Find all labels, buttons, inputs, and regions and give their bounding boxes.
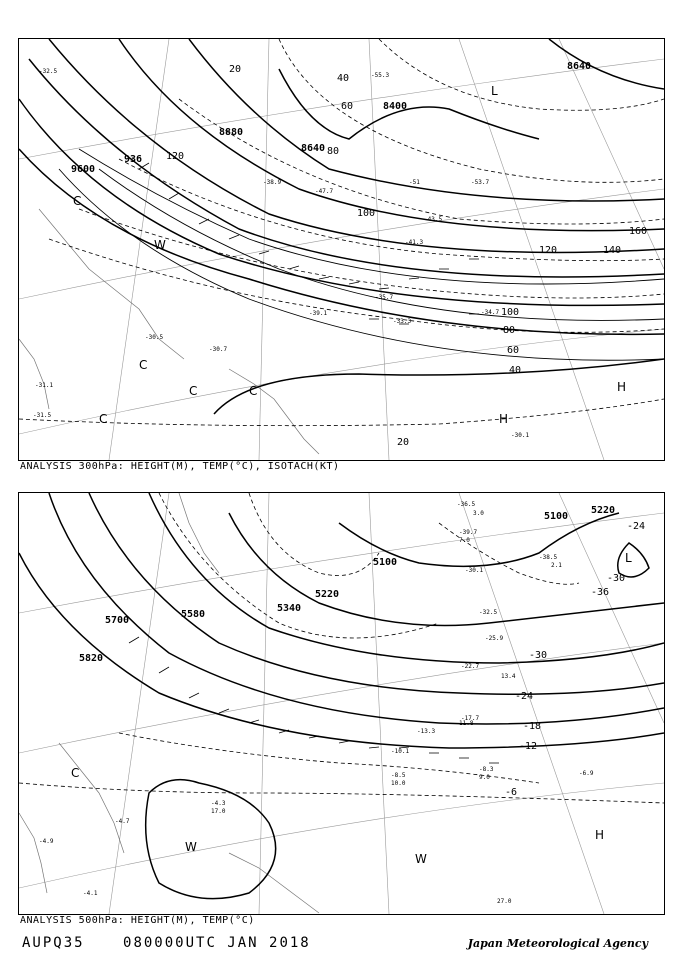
isotherm-label: -36 xyxy=(591,587,610,598)
temperature-labels-500 xyxy=(39,501,594,897)
high-marker: H xyxy=(499,412,509,426)
temp-label: -39.1 xyxy=(309,310,328,317)
isotherm-label: -24 xyxy=(627,521,646,532)
temp-label: -55.3 xyxy=(371,72,390,79)
temp-label: -31.1 xyxy=(35,382,54,389)
temp-label: -32.5 xyxy=(39,68,58,75)
bulletin-header xyxy=(22,935,339,951)
temp-label: -53.7 xyxy=(471,179,490,186)
temp-label: -4.9 xyxy=(39,838,54,845)
temp-label: -13.3 xyxy=(417,728,436,735)
warm-marker: W xyxy=(154,238,166,252)
height-label: 8880 xyxy=(219,127,244,138)
height-label: 936 xyxy=(124,154,143,165)
dewpoint-label: 3.0 xyxy=(473,510,484,517)
dewpoint-label: 27.0 xyxy=(497,898,512,905)
temp-label: -36.5 xyxy=(457,501,476,508)
temp-label: -39.7 xyxy=(459,529,478,536)
isotach-label: 160 xyxy=(629,226,648,237)
height-label: 5100 xyxy=(544,511,569,522)
height-label: 5820 xyxy=(79,653,104,664)
height-label: 8640 xyxy=(301,143,326,154)
isotach-label: 140 xyxy=(603,245,622,256)
temp-label: -22.7 xyxy=(461,663,480,670)
low-marker: L xyxy=(491,84,498,98)
temp-label: -25.9 xyxy=(485,635,504,642)
dewpoint-label: 7.0 xyxy=(459,537,470,544)
high-marker: H xyxy=(617,380,627,394)
height-label: 5220 xyxy=(591,505,616,516)
isotach-label: 40 xyxy=(337,73,350,84)
temp-label: -8.5 xyxy=(391,772,406,779)
wind-barbs-300 xyxy=(139,163,479,324)
isotherm-label: -30 xyxy=(529,650,548,661)
temp-label: -43.5 xyxy=(424,216,443,223)
cold-marker: C xyxy=(71,766,80,780)
temp-label: -30.1 xyxy=(465,567,484,574)
height-label: 8640 xyxy=(567,61,592,72)
product-code: AUPQ35 xyxy=(22,935,85,951)
temp-label: -51 xyxy=(409,179,420,186)
height-label: 5580 xyxy=(181,609,206,620)
map-300hpa-canvas xyxy=(19,39,664,460)
height-contours-500 xyxy=(19,493,664,899)
height-contours-300 xyxy=(19,39,664,414)
isotherm-label: -6 xyxy=(505,787,518,798)
coastline-300 xyxy=(19,209,319,454)
temp-label: -34.7 xyxy=(481,309,500,316)
temp-label: -4.1 xyxy=(83,890,98,897)
temp-label: -32.5 xyxy=(479,609,498,616)
temp-label: -38.5 xyxy=(539,554,558,561)
map-500hpa-canvas xyxy=(19,493,664,914)
temp-label: -30.5 xyxy=(145,334,164,341)
isotach-label: 120 xyxy=(539,245,558,256)
valid-time: 080000UTC JAN 2018 xyxy=(123,935,311,951)
height-label: 5100 xyxy=(373,557,398,568)
height-label: 5700 xyxy=(105,615,130,626)
analysis-500hpa-map xyxy=(18,492,665,915)
temp-label: -30.1 xyxy=(511,432,530,439)
dewpoint-label: 2.1 xyxy=(551,562,562,569)
cold-marker: C xyxy=(99,412,108,426)
pressure-systems-500 xyxy=(71,551,632,866)
dewpoint-label: 10.0 xyxy=(391,780,406,787)
isotherm-label: -30 xyxy=(607,573,626,584)
temp-label: -41.3 xyxy=(405,239,424,246)
caption-500hpa: ANALYSIS 500hPa: HEIGHT(M), TEMP(°C) xyxy=(20,915,255,926)
isotach-label: 80 xyxy=(327,146,340,157)
dewpoint-label: 9.0 xyxy=(479,774,490,781)
isotach-label: 20 xyxy=(397,437,410,448)
height-label: 5340 xyxy=(277,603,302,614)
isotherm-label: -24 xyxy=(515,691,534,702)
height-label: 9600 xyxy=(71,164,96,175)
temp-label: -4.3 xyxy=(211,800,226,807)
caption-300hpa: ANALYSIS 300hPa: HEIGHT(M), TEMP(°C), ISOTACH(KT) xyxy=(20,461,340,472)
temp-label: -30.7 xyxy=(209,346,228,353)
isotherm-label: -18 xyxy=(523,721,542,732)
temp-label: -35.7 xyxy=(375,294,394,301)
analysis-300hpa-map xyxy=(18,38,665,461)
isotach-label: 60 xyxy=(507,345,520,356)
cold-marker: C xyxy=(139,358,148,372)
isotach-labels-300 xyxy=(166,64,647,448)
temp-label: -47.7 xyxy=(315,188,334,195)
dewpoint-label: 17.0 xyxy=(211,808,226,815)
temp-label: -8.3 xyxy=(479,766,494,773)
wind-barbs-500 xyxy=(129,637,499,763)
isotach-label: 40 xyxy=(509,365,522,376)
isotherm-label: -12 xyxy=(519,741,538,752)
temp-label: -4.7 xyxy=(115,818,130,825)
isotherms-300 xyxy=(19,39,664,426)
temp-label: -38.9 xyxy=(263,179,282,186)
temp-label: -31.5 xyxy=(33,412,52,419)
cold-marker: C xyxy=(249,384,258,398)
temperature-labels-300 xyxy=(33,68,529,439)
isotach-label: 60 xyxy=(341,101,354,112)
dewpoint-label: 13.4 xyxy=(501,673,516,680)
isotach-contours-300 xyxy=(59,149,664,360)
high-marker: H xyxy=(595,828,605,842)
low-marker: L xyxy=(625,551,632,565)
height-label: 8400 xyxy=(383,101,408,112)
isotach-label: 100 xyxy=(357,208,376,219)
agency-name: Japan Meteorological Agency xyxy=(467,937,648,950)
isotach-label: 100 xyxy=(501,307,520,318)
temp-label: -10.1 xyxy=(391,748,410,755)
cold-marker: C xyxy=(189,384,198,398)
temp-label: -33.3 xyxy=(393,318,412,325)
dewpoint-label: 11.8 xyxy=(459,720,474,727)
height-label: 5220 xyxy=(315,589,340,600)
graticule-500 xyxy=(19,493,664,914)
temp-label: -6.9 xyxy=(579,770,594,777)
cold-marker: C xyxy=(73,194,82,208)
isotach-label: 80 xyxy=(503,325,516,336)
temp-label: -17.7 xyxy=(461,715,480,722)
warm-marker: W xyxy=(415,852,427,866)
isotach-label: 120 xyxy=(166,151,185,162)
isotach-label: 20 xyxy=(229,64,242,75)
warm-marker: W xyxy=(185,840,197,854)
